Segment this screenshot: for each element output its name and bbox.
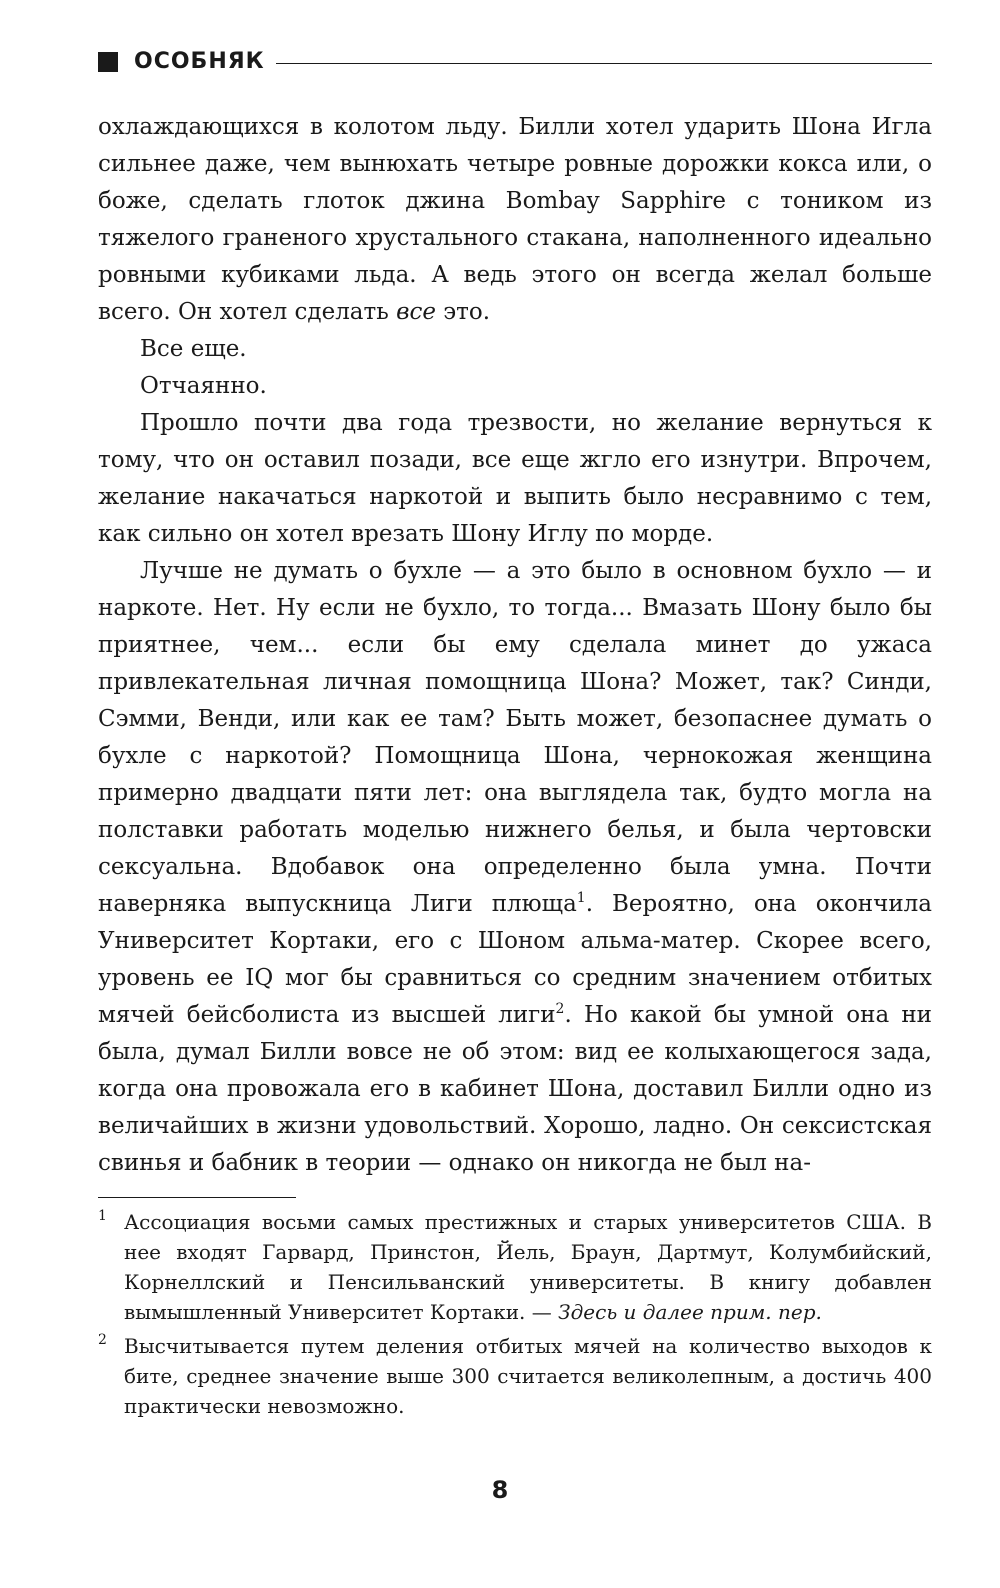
footnote-2-number: 2 — [98, 1332, 107, 1348]
body-text — [98, 109, 932, 1182]
paragraph-2: Все еще. — [140, 336, 247, 362]
footnote-ref-1: 1 — [576, 890, 586, 906]
paragraph-3: Отчаянно. — [140, 373, 267, 399]
page-number: 8 — [491, 1476, 509, 1504]
footnote-2-text: Высчитывается путем деления отбитых мячей на количество выходов к бите, среднее значение выше 300 считается великолепным, а достичь 400 практически невозможно. — [124, 1334, 932, 1418]
paragraph-1-emphasis: все — [396, 299, 436, 325]
paragraph-1 — [98, 109, 932, 331]
footnote-2 — [98, 1331, 932, 1421]
paragraph-1-text-a: охлаждающихся в колотом льду. Билли хотел ударить Шона Игла сильнее даже, чем вынюхать четыре ровные дорожки кокса или, о боже, сделать глоток джина Bombay Sapphire с тоником из тяжелого граненого хрустального стакана, наполненного идеально ровными кубиками льда. А ведь этого он всегда желал больше всего. Он хотел сделать — [98, 114, 932, 325]
footnote-1-italic: Здесь и далее прим. пер. — [558, 1300, 822, 1324]
paragraph-5-text-b: . Вероятно, она окончила Университет Кортаки, его с Шоном альма-матер. Скорее всего, уровень ее IQ мог бы сравниться со средним значением отбитых мячей бейсболиста из высшей лиги — [98, 891, 932, 1028]
running-header — [98, 46, 932, 78]
paragraph-5-text-a: Лучше не думать о бухле — а это было в основном бухло — и наркоте. Нет. Ну если не бухло, то тогда... Вмазать Шону было бы приятнее, чем... если бы ему сделала минет до ужаса привлекательная личная помощница Шона? Может, так? Синди, Сэмми, Венди, или как ее там? Быть может, безопаснее думать о бухле с наркотой? Помощница Шона, чернокожая женщина примерно двадцати пяти лет: она выглядела так, будто могла на полставки работать моделью нижнего белья, и была чертовски сексуальна. Вдобавок она определенно была умна. Почти наверняка выпускница Лиги плюща — [98, 558, 932, 917]
footnote-1 — [98, 1207, 932, 1327]
header-square-mark — [98, 52, 118, 72]
footnote-separator — [98, 1197, 296, 1198]
paragraph-1-text-b: это. — [435, 299, 491, 325]
header-title: ОСОБНЯК — [134, 49, 265, 74]
footnote-1-number: 1 — [98, 1208, 107, 1224]
paragraph-5-text-c: . Но какой бы умной она ни была, думал Билли вовсе не об этом: вид ее колыхающегося зада, когда она провожала его в кабинет Шона, доставил Билли одно из величайших в жизни удовольствий. Хорошо, ладно. Он сексистская свинья и бабник в теории — однако он никогда не был на- — [98, 1002, 932, 1176]
header-rule — [276, 63, 932, 64]
footnotes — [98, 1207, 932, 1425]
footnote-1-text: Ассоциация восьми самых престижных и старых университетов США. В нее входят Гарвард, Принстон, Йель, Браун, Дартмут, Колумбийский, Корнеллский и Пенсильванский университеты. В книгу добавлен вымышленный Университет Кортаки. — — [124, 1210, 932, 1324]
paragraph-4: Прошло почти два года трезвости, но желание вернуться к тому, что он оставил позади, все еще жгло его изнутри. Впрочем, желание накачаться наркотой и выпить было несравнимо с тем, как сильно он хотел врезать Шону Иглу по морде. — [98, 410, 932, 547]
footnote-ref-2: 2 — [555, 1001, 565, 1017]
paragraph-5 — [98, 553, 932, 1182]
